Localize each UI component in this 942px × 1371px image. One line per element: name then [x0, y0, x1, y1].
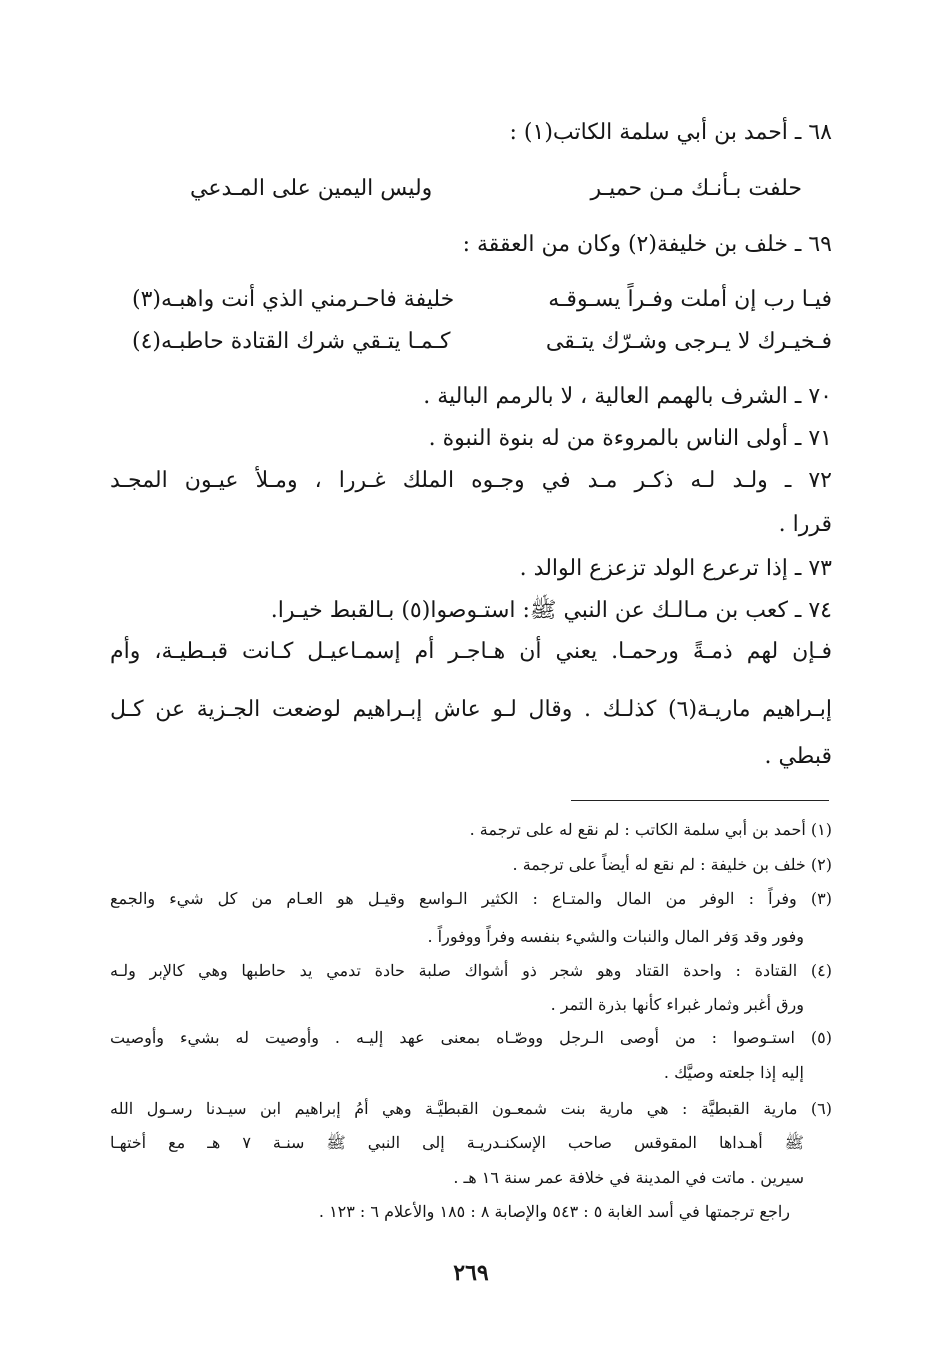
footnote-3-line-2: وفور وقد وَفر المال والنبات والشيء بنفسه وفراً ووفوراً .: [427, 927, 804, 946]
footnote-1: (١) أحمد بن أبي سلمة الكاتب : لم نقع له على ترجمة .: [469, 820, 832, 839]
entry-69-heading: ٦٩ ـ خلف بن خليفة(٢) وكان من العققة :: [462, 232, 832, 257]
entry-72-line-2: قررا .: [778, 512, 832, 537]
footnote-6-reference: راجع ترجمتها في أسد الغابة ٥ : ٥٤٣ والإصابة ٨ : ١٨٥ والأعلام ٦ : ١٢٣ .: [318, 1202, 790, 1221]
entry-68-heading: ٦٨ ـ أحمد بن أبي سلمة الكاتب(١) :: [509, 120, 832, 145]
entry-73: ٧٣ ـ إذا ترعرع الولد تزعزع الوالد .: [519, 556, 832, 581]
entry-74-line-3: إبـراهيم ماريـة(٦) كذلـك . وقال لـو عاش إبـراهيم لوضعت الجـزية عن كـل: [110, 697, 832, 722]
verse-2-first-hemistich: فيـا رب إن أملت وفـراً يسـوقـه: [548, 287, 832, 312]
entry-71: ٧١ ـ أولى الناس بالمروءة من له بنوة النبوة .: [428, 426, 832, 451]
footnote-4-line-2: ورق أغبر وثمار غبراء كأنها بذرة التمر .: [550, 995, 804, 1014]
page-number: ٢٦٩: [453, 1260, 489, 1286]
footnote-6-line-1: (٦) مارية القبطيَّة : هي مارية بنت شمعـون القبطيَّـة وهي أمُ إبراهيم ابن سيـدنا رسـول الله: [110, 1099, 832, 1118]
entry-70: ٧٠ ـ الشرف بالهمم العالية ، لا بالرمم البالية .: [423, 384, 832, 409]
verse-3-second-hemistich: كـمـا يتـقي شرك القتادة حاطبـه(٤): [132, 329, 451, 354]
footnote-4-line-1: (٤) القتادة : واحدة القتاد وهو شجر ذو أشواك صلبة حادة تدمي يد حاطبها وهي كالإبر ولـه: [110, 961, 832, 980]
footnote-6-line-2: ﷺ أهـداها المقوقس صاحب الإسكنـدريـة إلى النبي ﷺ سنـة ٧ هـ مع أختهـا: [110, 1133, 804, 1152]
entry-72-line-1: ٧٢ ـ ولـد لـه ذكـر مـد في وجـوه الملك غـررا ، ومـلأ عيـون المجـد: [110, 468, 832, 493]
verse-1-first-hemistich: حلفت بـأنـك مـن حميـر: [590, 176, 802, 201]
entry-74-line-4: قبطي .: [764, 744, 832, 769]
footnote-6-line-3: سيرين . ماتت في المدينة في خلافة عمر سنة ١٦ هـ .: [453, 1168, 804, 1187]
footnote-2: (٢) خلف بن خليفة : لم نقع له أيضاً على ترجمة .: [512, 855, 832, 874]
footnote-5-line-2: إليه إذا جلعته وصيَّك .: [663, 1063, 804, 1082]
entry-74-line-1: ٧٤ ـ كعب بن مـالـك عن النبي ﷺ: استـوصوا(٥) بـالقبط خيـرا.: [270, 598, 832, 623]
entry-74-line-2: فـإن لهم ذمـةً ورحمـا. يعني أن هـاجـر أم إسمـاعيـل كـانت قبـطيـة، وأم: [110, 639, 832, 664]
footnote-5-line-1: (٥) استـوصوا : من أوصى الـرجل ووصّـاه بمعنى عهد إليـه . وأوصيت له بشيء وأوصيت: [110, 1028, 832, 1047]
verse-1-second-hemistich: وليس اليمين على المـدعي: [190, 176, 433, 201]
footnote-separator: [571, 800, 829, 801]
verse-2-second-hemistich: خليفة فاحـرمني الذي أنت واهبـه(٣): [132, 287, 455, 312]
verse-3-first-hemistich: فـخيـرك لا يـرجى وشـرّك يتـقى: [545, 329, 832, 354]
footnote-3-line-1: (٣) وفراً : الوفر من المال والمتـاع : الكثير الـواسع وقيـل هو العـام من كل شيء والجمع: [110, 889, 832, 908]
